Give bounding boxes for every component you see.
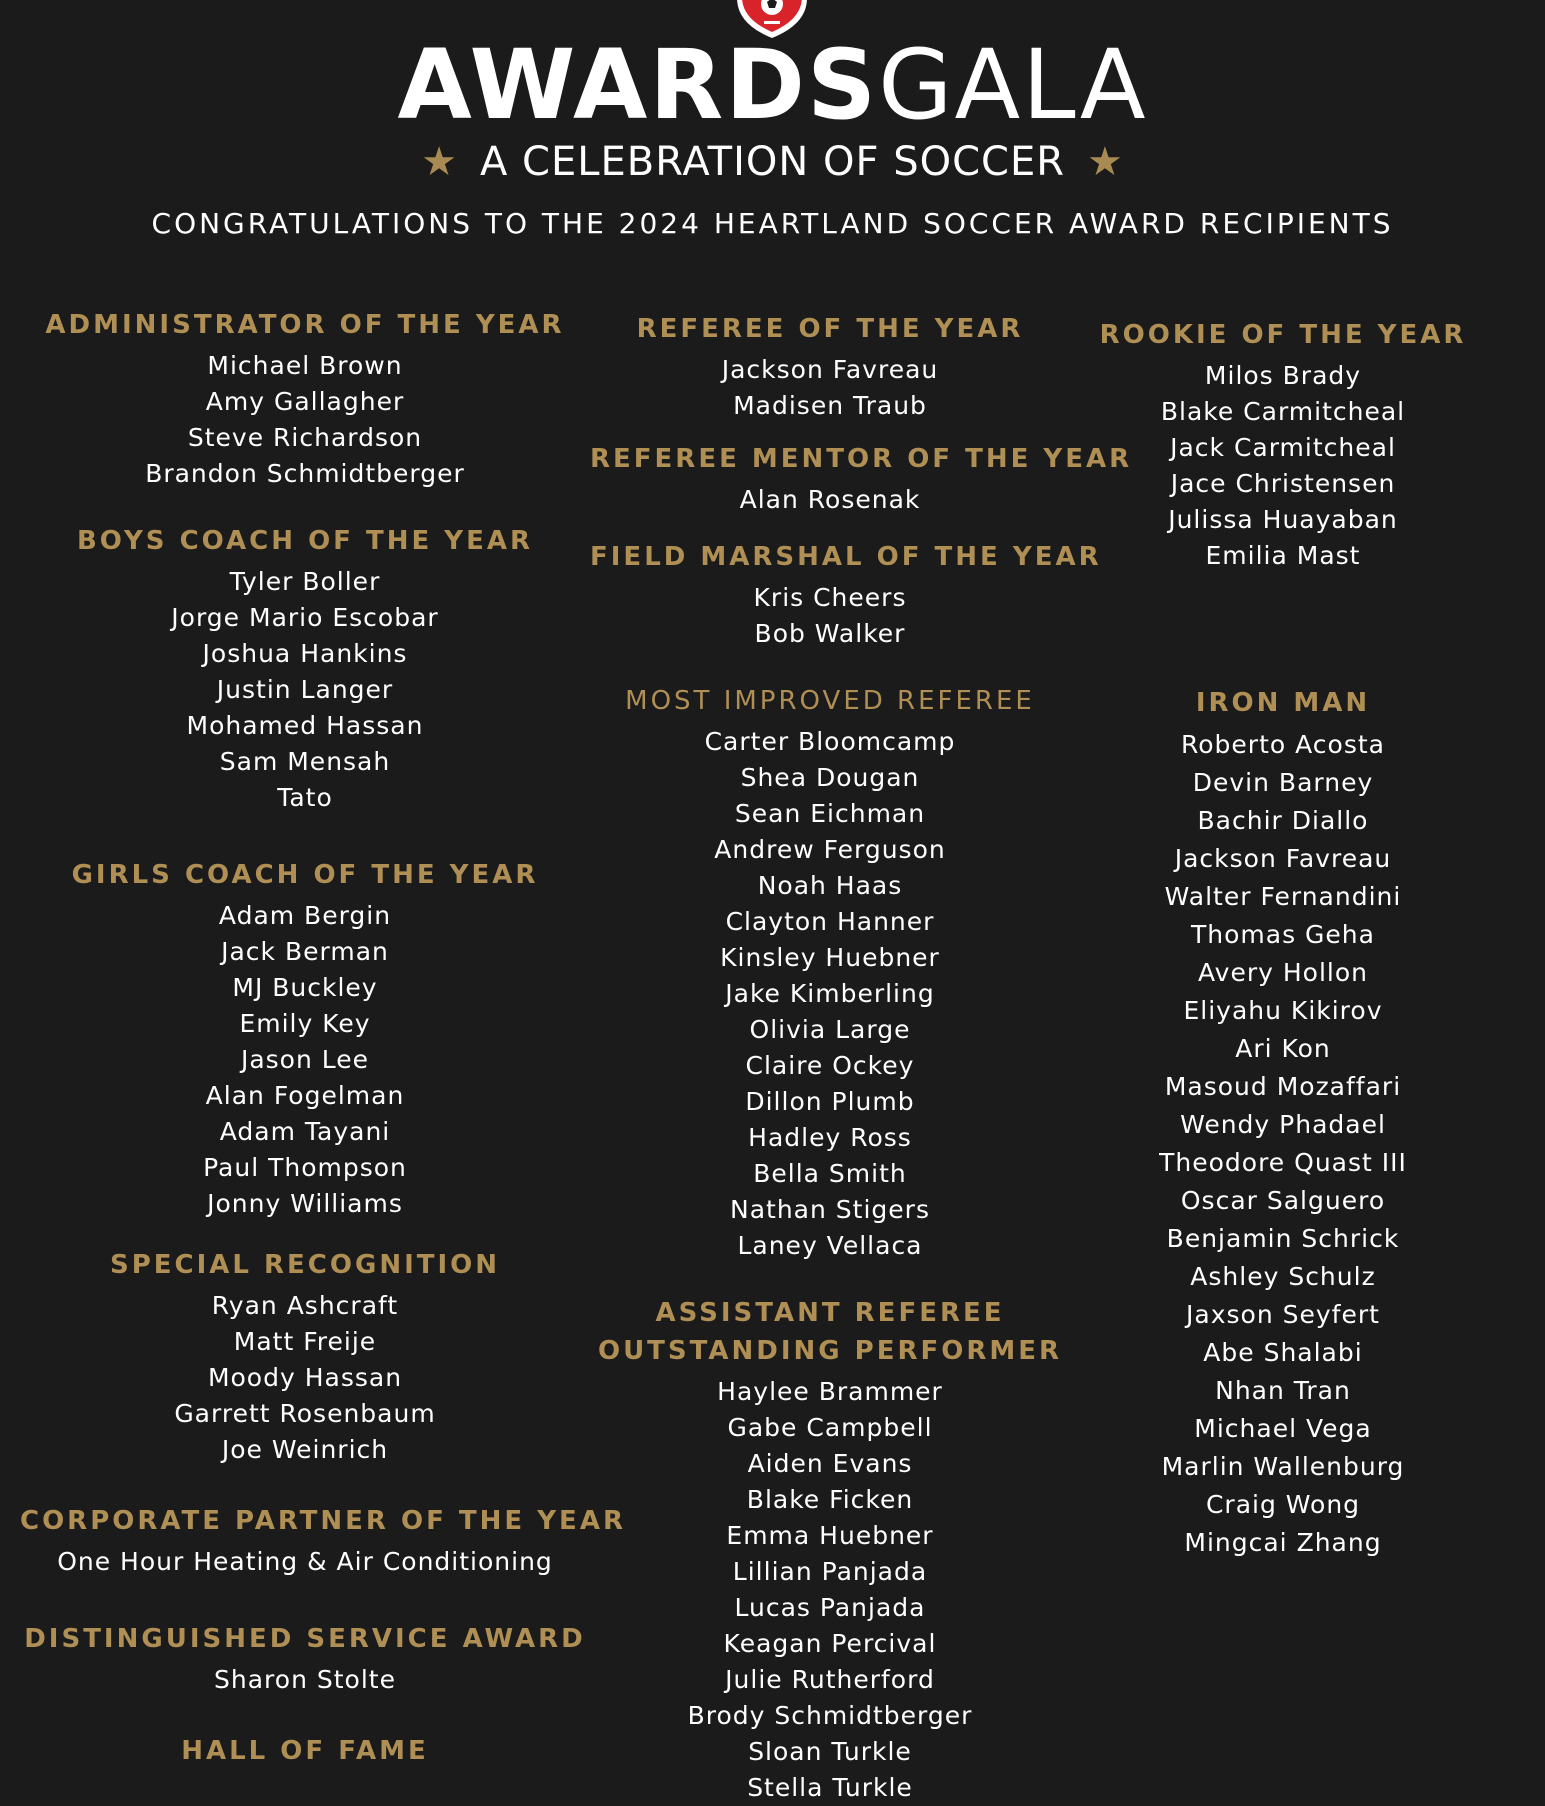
recipient-name: Alan Rosenak [739,485,921,514]
recipient-name: Jason Lee [240,1045,370,1074]
recipient-name: Eliyahu Kikirov [1183,996,1383,1025]
award-heading: CORPORATE PARTNER OF THE YEAR [20,1506,626,1536]
award-heading: MOST IMPROVED REFEREE [625,686,1035,716]
recipient-name: Lillian Panjada [732,1557,928,1586]
subtitle-text: A CELEBRATION OF SOCCER [479,139,1066,185]
recipient-name: Thomas Geha [1191,920,1375,949]
recipient-name: Jake Kimberling [725,979,935,1008]
recipient-name: Andrew Ferguson [714,835,946,864]
recipient-name: Brody Schmidtberger [687,1701,973,1730]
recipient-name: Lucas Panjada [734,1593,926,1622]
recipient-name: Clayton Hanner [725,907,935,936]
award-section [20,522,590,816]
recipient-name: Shea Dougan [740,763,920,792]
recipient-name: Jack Berman [221,937,389,966]
recipient-name: Avery Hollon [1198,958,1368,987]
recipient-name: Dillon Plumb [745,1087,915,1116]
recipient-name: Oscar Salguero [1180,1186,1386,1215]
recipient-name: Justin Langer [216,675,394,704]
recipient-name: Claire Ockey [745,1051,915,1080]
recipient-name: Carter Bloomcamp [704,727,956,756]
recipient-name: Craig Wong [1205,1490,1361,1519]
recipient-name: Olivia Large [749,1015,911,1044]
recipient-name: Blake Ficken [746,1485,914,1514]
title-gala: GALA [878,29,1148,141]
award-section [20,1246,590,1468]
recipient-name: Stella Turkle [747,1773,913,1802]
award-section [590,682,1070,1264]
recipient-name: Milos Brady [1204,361,1362,390]
recipient-name: Laney Vellaca [737,1231,923,1260]
recipient-name: Julissa Huayaban [1168,505,1398,534]
recipient-name: Sean Eichman [734,799,926,828]
recipient-name: Jack Carmitcheal [1170,433,1396,462]
award-heading: IRON MAN [1195,688,1371,718]
award-section [20,306,590,492]
recipient-name: Wendy Phadael [1180,1110,1386,1139]
award-section [590,1294,1070,1806]
recipient-name: Garrett Rosenbaum [174,1399,436,1428]
recipient-name: Moody Hassan [207,1363,403,1392]
recipient-name: Mohamed Hassan [186,711,424,740]
award-heading: REFEREE OF THE YEAR [636,314,1024,344]
award-section [1083,316,1483,574]
recipient-name: Adam Tayani [219,1117,391,1146]
recipient-name: Alan Fogelman [205,1081,405,1110]
award-heading-line-2: OUTSTANDING PERFORMER [597,1336,1063,1366]
award-section [1083,684,1483,1562]
recipient-name: Haylee Brammer [717,1377,943,1406]
recipient-name: Blake Carmitcheal [1160,397,1406,426]
recipient-name: Joshua Hankins [202,639,408,668]
recipient-name: Ashley Schulz [1190,1262,1376,1291]
recipient-name: MJ Buckley [232,973,378,1002]
recipient-name: Theodore Quast III [1159,1148,1407,1177]
recipient-name: Hadley Ross [748,1123,912,1152]
recipient-name: Walter Fernandini [1164,882,1402,911]
recipient-name: Bella Smith [753,1159,907,1188]
recipient-name: Mingcai Zhang [1184,1528,1382,1557]
award-heading: ADMINISTRATOR OF THE YEAR [45,310,565,340]
recipient-name: Paul Thompson [203,1153,407,1182]
recipient-name: Brandon Schmidtberger [145,459,465,488]
recipient-name: Jackson Favreau [721,355,939,384]
recipient-name: Jorge Mario Escobar [171,603,439,632]
award-heading: HALL OF FAME [181,1736,429,1766]
recipient-name: Jaxson Seyfert [1186,1300,1380,1329]
title-awards: AWARDS [397,29,879,141]
recipient-name: Jace Christensen [1170,469,1396,498]
award-heading: DISTINGUISHED SERVICE AWARD [24,1624,586,1654]
award-heading: SPECIAL RECOGNITION [109,1250,501,1280]
congratulations-banner: CONGRATULATIONS TO THE 2024 HEARTLAND SOCCER AWARD RECIPIENTS [151,207,1394,240]
recipient-name: Ryan Ashcraft [211,1291,399,1320]
award-section [20,856,590,1222]
recipient-name: Jonny Williams [207,1189,403,1218]
award-heading: GIRLS COACH OF THE YEAR [71,860,539,890]
star-icon: ★ [421,139,458,185]
recipient-name: Julie Rutherford [725,1665,935,1694]
recipient-name: Nhan Tran [1215,1376,1351,1405]
recipient-name: Noah Haas [757,871,903,900]
recipient-name: Aiden Evans [747,1449,913,1478]
recipient-name: Joe Weinrich [221,1435,389,1464]
recipient-name: Bachir Diallo [1197,806,1369,835]
recipient-name: Tyler Boller [229,567,381,596]
event-subtitle [0,136,1545,188]
recipient-name: Nathan Stigers [730,1195,930,1224]
recipient-name: Ari Kon [1235,1034,1331,1063]
award-section [590,310,1070,424]
star-icon: ★ [1087,139,1124,185]
award-heading: BOYS COACH OF THE YEAR [76,526,534,556]
event-title [0,30,1545,140]
recipient-name: Keagan Percival [723,1629,937,1658]
recipient-name: Roberto Acosta [1181,730,1385,759]
recipient-name: Gabe Campbell [727,1413,933,1442]
recipient-name: Tato [277,783,333,812]
award-heading: ASSISTANT REFEREE [655,1298,1005,1328]
award-section [590,440,1133,518]
award-heading: REFEREE MENTOR OF THE YEAR [590,444,1133,474]
recipient-name: Adam Bergin [218,901,392,930]
award-section [20,1502,626,1580]
recipient-name: Michael Vega [1194,1414,1372,1443]
award-heading: ROOKIE OF THE YEAR [1099,320,1467,350]
recipient-name: Sam Mensah [219,747,391,776]
award-heading: FIELD MARSHAL OF THE YEAR [590,542,1102,572]
recipient-name: Matt Freije [233,1327,377,1356]
recipient-name: Emma Huebner [726,1521,934,1550]
recipient-name: Benjamin Schrick [1166,1224,1400,1253]
recipient-name: Masoud Mozaffari [1164,1072,1402,1101]
recipient-name: Steve Richardson [187,423,423,452]
award-section [20,1620,590,1698]
recipient-name: Bob Walker [754,619,906,648]
recipient-name: Sloan Turkle [748,1737,912,1766]
recipient-name: Kinsley Huebner [720,943,940,972]
award-section [20,1732,590,1770]
recipient-name: Marlin Wallenburg [1161,1452,1405,1481]
recipient-name: Emilia Mast [1205,541,1361,570]
recipient-name: Michael Brown [207,351,403,380]
recipient-name: Devin Barney [1192,768,1374,797]
recipient-name: Madisen Traub [733,391,927,420]
recipient-name: One Hour Heating & Air Conditioning [57,1547,553,1576]
recipient-name: Jackson Favreau [1174,844,1392,873]
recipient-name: Abe Shalabi [1203,1338,1363,1367]
award-section [590,538,1102,652]
recipient-name: Kris Cheers [753,583,907,612]
recipient-name: Emily Key [239,1009,371,1038]
recipient-name: Amy Gallagher [205,387,405,416]
recipient-name: Sharon Stolte [214,1665,396,1694]
